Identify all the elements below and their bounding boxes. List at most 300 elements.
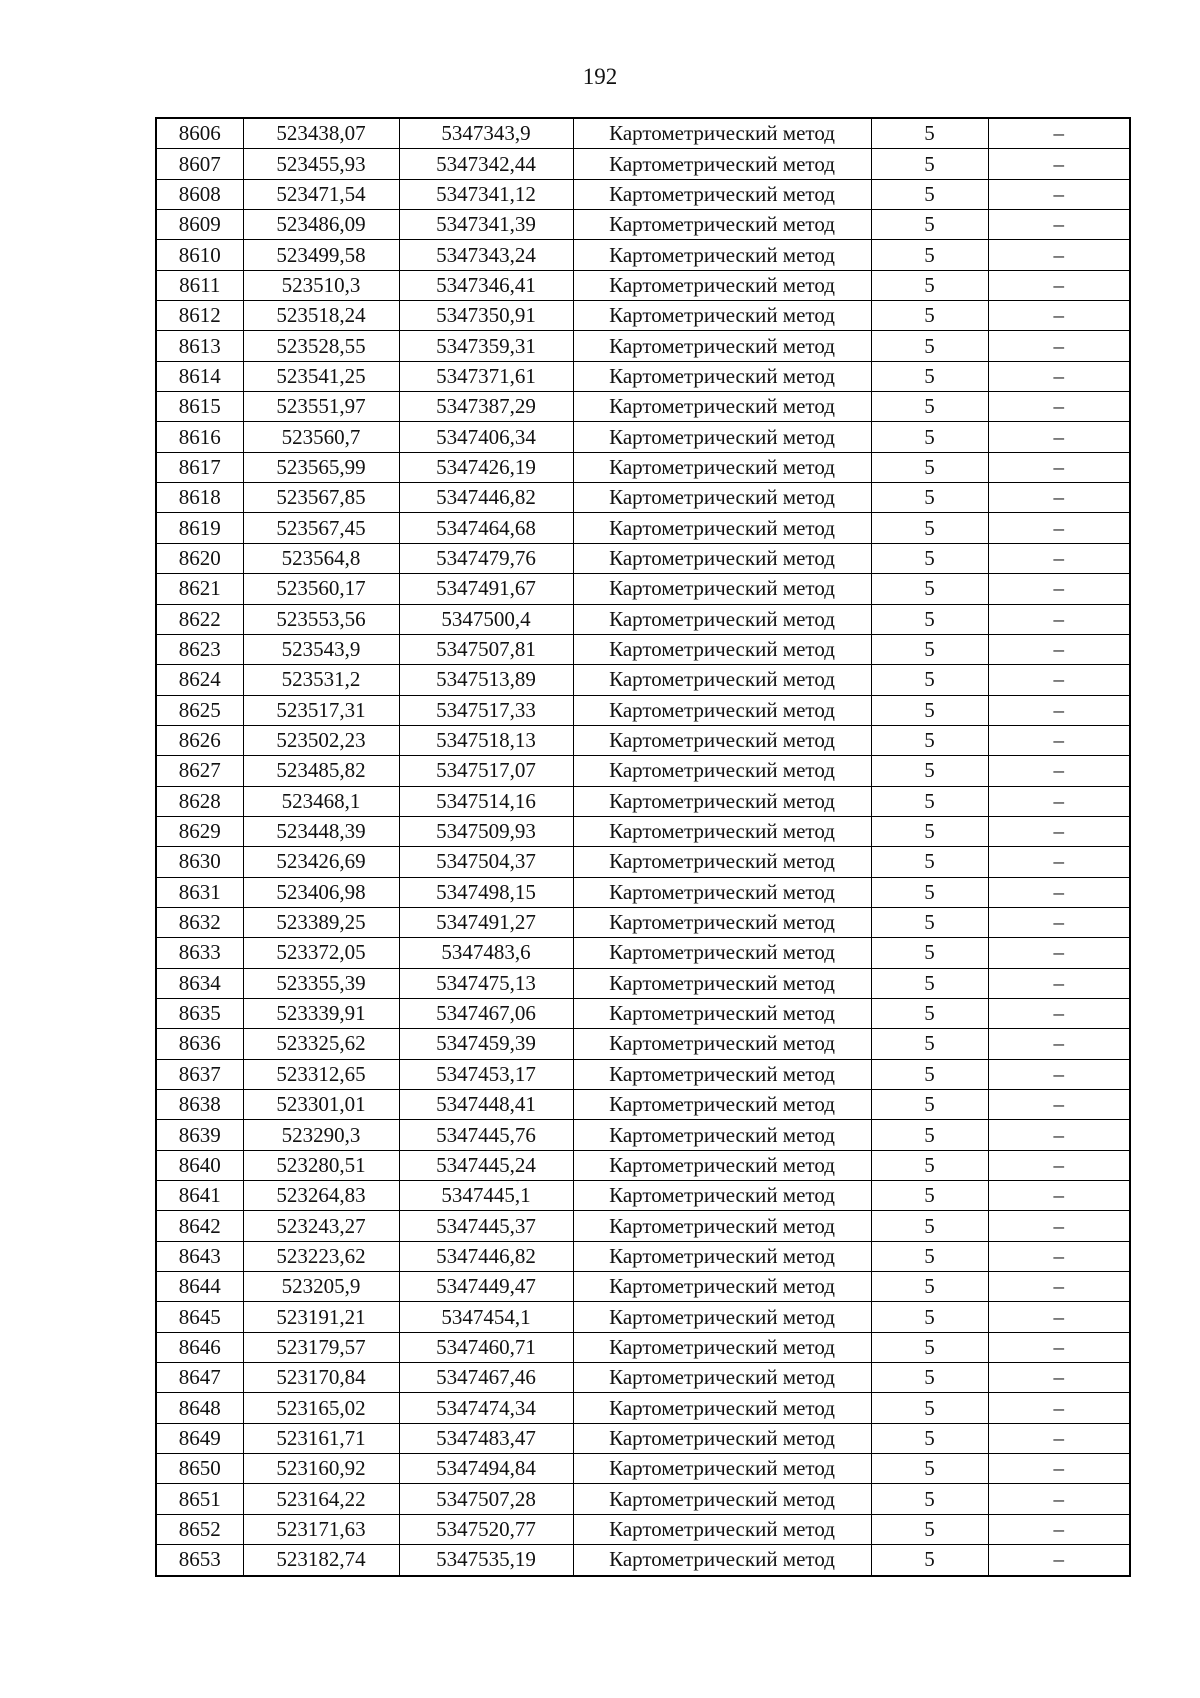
cell-point-number: 8647 (156, 1363, 243, 1393)
cell-x-coordinate: 523468,1 (243, 786, 399, 816)
cell-point-number: 8611 (156, 270, 243, 300)
cell-y-coordinate: 5347504,37 (399, 847, 573, 877)
cell-x-coordinate: 523165,02 (243, 1393, 399, 1423)
coordinate-table (155, 117, 1131, 1577)
cell-point-number: 8646 (156, 1332, 243, 1362)
table-row (156, 968, 1130, 998)
cell-y-coordinate: 5347460,71 (399, 1332, 573, 1362)
cell-y-coordinate: 5347498,15 (399, 877, 573, 907)
table-row (156, 270, 1130, 300)
cell-method: Картометрический метод (573, 179, 871, 209)
cell-x-coordinate: 523339,91 (243, 998, 399, 1028)
cell-x-coordinate: 523280,51 (243, 1150, 399, 1180)
cell-y-coordinate: 5347445,1 (399, 1181, 573, 1211)
cell-note: – (988, 786, 1130, 816)
cell-point-number: 8650 (156, 1454, 243, 1484)
cell-precision: 5 (871, 1181, 988, 1211)
cell-note: – (988, 847, 1130, 877)
cell-y-coordinate: 5347446,82 (399, 483, 573, 513)
cell-x-coordinate: 523164,22 (243, 1484, 399, 1514)
cell-method: Картометрический метод (573, 1332, 871, 1362)
cell-method: Картометрический метод (573, 118, 871, 149)
cell-method: Картометрический метод (573, 968, 871, 998)
cell-point-number: 8625 (156, 695, 243, 725)
cell-note: – (988, 422, 1130, 452)
cell-note: – (988, 1484, 1130, 1514)
cell-precision: 5 (871, 331, 988, 361)
cell-point-number: 8643 (156, 1241, 243, 1271)
cell-note: – (988, 877, 1130, 907)
table-row (156, 1090, 1130, 1120)
cell-x-coordinate: 523567,85 (243, 483, 399, 513)
cell-note: – (988, 1150, 1130, 1180)
cell-x-coordinate: 523312,65 (243, 1059, 399, 1089)
cell-x-coordinate: 523325,62 (243, 1029, 399, 1059)
cell-precision: 5 (871, 786, 988, 816)
cell-precision: 5 (871, 1272, 988, 1302)
cell-y-coordinate: 5347350,91 (399, 301, 573, 331)
table-row (156, 483, 1130, 513)
cell-y-coordinate: 5347517,33 (399, 695, 573, 725)
cell-method: Картометрический метод (573, 1059, 871, 1089)
cell-y-coordinate: 5347426,19 (399, 452, 573, 482)
cell-x-coordinate: 523264,83 (243, 1181, 399, 1211)
cell-precision: 5 (871, 816, 988, 846)
table-row (156, 118, 1130, 149)
cell-method: Картометрический метод (573, 1090, 871, 1120)
cell-method: Картометрический метод (573, 422, 871, 452)
cell-y-coordinate: 5347445,76 (399, 1120, 573, 1150)
table-row (156, 1120, 1130, 1150)
cell-note: – (988, 816, 1130, 846)
cell-precision: 5 (871, 1545, 988, 1576)
cell-precision: 5 (871, 998, 988, 1028)
table-row (156, 1423, 1130, 1453)
table-row (156, 331, 1130, 361)
cell-note: – (988, 1363, 1130, 1393)
cell-x-coordinate: 523564,8 (243, 543, 399, 573)
cell-y-coordinate: 5347535,19 (399, 1545, 573, 1576)
cell-method: Картометрический метод (573, 452, 871, 482)
table-row (156, 1484, 1130, 1514)
cell-x-coordinate: 523243,27 (243, 1211, 399, 1241)
cell-x-coordinate: 523455,93 (243, 149, 399, 179)
cell-x-coordinate: 523301,01 (243, 1090, 399, 1120)
cell-note: – (988, 1029, 1130, 1059)
cell-method: Картометрический метод (573, 998, 871, 1028)
cell-y-coordinate: 5347464,68 (399, 513, 573, 543)
table-row (156, 1029, 1130, 1059)
cell-method: Картометрический метод (573, 938, 871, 968)
cell-precision: 5 (871, 179, 988, 209)
table-row (156, 361, 1130, 391)
cell-y-coordinate: 5347513,89 (399, 665, 573, 695)
cell-note: – (988, 331, 1130, 361)
cell-y-coordinate: 5347520,77 (399, 1514, 573, 1544)
cell-precision: 5 (871, 1211, 988, 1241)
cell-x-coordinate: 523372,05 (243, 938, 399, 968)
cell-y-coordinate: 5347514,16 (399, 786, 573, 816)
cell-point-number: 8635 (156, 998, 243, 1028)
cell-note: – (988, 998, 1130, 1028)
cell-x-coordinate: 523518,24 (243, 301, 399, 331)
cell-note: – (988, 1393, 1130, 1423)
cell-point-number: 8618 (156, 483, 243, 513)
cell-note: – (988, 604, 1130, 634)
cell-note: – (988, 452, 1130, 482)
cell-precision: 5 (871, 665, 988, 695)
cell-y-coordinate: 5347446,82 (399, 1241, 573, 1271)
cell-x-coordinate: 523510,3 (243, 270, 399, 300)
cell-y-coordinate: 5347445,24 (399, 1150, 573, 1180)
cell-note: – (988, 968, 1130, 998)
cell-note: – (988, 1423, 1130, 1453)
cell-x-coordinate: 523553,56 (243, 604, 399, 634)
cell-method: Картометрический метод (573, 1120, 871, 1150)
cell-point-number: 8638 (156, 1090, 243, 1120)
cell-x-coordinate: 523161,71 (243, 1423, 399, 1453)
cell-note: – (988, 483, 1130, 513)
cell-y-coordinate: 5347467,06 (399, 998, 573, 1028)
cell-note: – (988, 1454, 1130, 1484)
cell-precision: 5 (871, 725, 988, 755)
cell-point-number: 8627 (156, 756, 243, 786)
table-row (156, 1302, 1130, 1332)
table-row (156, 543, 1130, 573)
cell-precision: 5 (871, 149, 988, 179)
cell-point-number: 8613 (156, 331, 243, 361)
cell-precision: 5 (871, 1363, 988, 1393)
cell-point-number: 8651 (156, 1484, 243, 1514)
table-row (156, 452, 1130, 482)
cell-method: Картометрический метод (573, 695, 871, 725)
cell-note: – (988, 361, 1130, 391)
cell-x-coordinate: 523182,74 (243, 1545, 399, 1576)
cell-precision: 5 (871, 1393, 988, 1423)
cell-x-coordinate: 523543,9 (243, 634, 399, 664)
cell-y-coordinate: 5347359,31 (399, 331, 573, 361)
cell-x-coordinate: 523191,21 (243, 1302, 399, 1332)
table-row (156, 816, 1130, 846)
cell-point-number: 8649 (156, 1423, 243, 1453)
cell-y-coordinate: 5347343,24 (399, 240, 573, 270)
cell-point-number: 8626 (156, 725, 243, 755)
table-row (156, 1181, 1130, 1211)
cell-point-number: 8610 (156, 240, 243, 270)
cell-precision: 5 (871, 1029, 988, 1059)
table-row (156, 1241, 1130, 1271)
cell-precision: 5 (871, 907, 988, 937)
cell-x-coordinate: 523290,3 (243, 1120, 399, 1150)
cell-point-number: 8645 (156, 1302, 243, 1332)
cell-note: – (988, 695, 1130, 725)
cell-x-coordinate: 523560,7 (243, 422, 399, 452)
table-row (156, 1332, 1130, 1362)
cell-x-coordinate: 523567,45 (243, 513, 399, 543)
cell-note: – (988, 725, 1130, 755)
cell-note: – (988, 210, 1130, 240)
cell-precision: 5 (871, 1302, 988, 1332)
cell-note: – (988, 118, 1130, 149)
cell-note: – (988, 1514, 1130, 1544)
cell-method: Картометрический метод (573, 149, 871, 179)
cell-point-number: 8621 (156, 574, 243, 604)
cell-method: Картометрический метод (573, 786, 871, 816)
cell-point-number: 8653 (156, 1545, 243, 1576)
cell-point-number: 8624 (156, 665, 243, 695)
cell-y-coordinate: 5347371,61 (399, 361, 573, 391)
cell-x-coordinate: 523528,55 (243, 331, 399, 361)
cell-x-coordinate: 523355,39 (243, 968, 399, 998)
cell-x-coordinate: 523499,58 (243, 240, 399, 270)
cell-x-coordinate: 523426,69 (243, 847, 399, 877)
cell-precision: 5 (871, 604, 988, 634)
table-row (156, 1514, 1130, 1544)
cell-x-coordinate: 523551,97 (243, 392, 399, 422)
cell-method: Картометрический метод (573, 483, 871, 513)
cell-x-coordinate: 523565,99 (243, 452, 399, 482)
table-row (156, 1211, 1130, 1241)
cell-point-number: 8629 (156, 816, 243, 846)
cell-precision: 5 (871, 847, 988, 877)
cell-y-coordinate: 5347453,17 (399, 1059, 573, 1089)
table-row (156, 877, 1130, 907)
cell-precision: 5 (871, 1514, 988, 1544)
table-row (156, 604, 1130, 634)
cell-point-number: 8619 (156, 513, 243, 543)
cell-y-coordinate: 5347479,76 (399, 543, 573, 573)
cell-precision: 5 (871, 422, 988, 452)
cell-note: – (988, 1272, 1130, 1302)
cell-point-number: 8637 (156, 1059, 243, 1089)
table-row (156, 756, 1130, 786)
cell-note: – (988, 907, 1130, 937)
cell-method: Картометрический метод (573, 756, 871, 786)
cell-method: Картометрический метод (573, 1363, 871, 1393)
table-row (156, 149, 1130, 179)
cell-note: – (988, 149, 1130, 179)
table-row (156, 665, 1130, 695)
cell-precision: 5 (871, 240, 988, 270)
table-row (156, 422, 1130, 452)
cell-precision: 5 (871, 543, 988, 573)
cell-precision: 5 (871, 938, 988, 968)
table-row (156, 240, 1130, 270)
cell-point-number: 8622 (156, 604, 243, 634)
cell-x-coordinate: 523160,92 (243, 1454, 399, 1484)
cell-method: Картометрический метод (573, 1302, 871, 1332)
cell-x-coordinate: 523223,62 (243, 1241, 399, 1271)
table-row (156, 574, 1130, 604)
cell-y-coordinate: 5347387,29 (399, 392, 573, 422)
cell-method: Картометрический метод (573, 907, 871, 937)
cell-note: – (988, 240, 1130, 270)
cell-x-coordinate: 523502,23 (243, 725, 399, 755)
cell-point-number: 8630 (156, 847, 243, 877)
cell-x-coordinate: 523170,84 (243, 1363, 399, 1393)
cell-y-coordinate: 5347507,81 (399, 634, 573, 664)
table-row (156, 907, 1130, 937)
cell-y-coordinate: 5347343,9 (399, 118, 573, 149)
page-number: 192 (582, 64, 618, 89)
table-row (156, 998, 1130, 1028)
table-row (156, 847, 1130, 877)
cell-y-coordinate: 5347467,46 (399, 1363, 573, 1393)
cell-y-coordinate: 5347454,1 (399, 1302, 573, 1332)
cell-precision: 5 (871, 634, 988, 664)
cell-method: Картометрический метод (573, 513, 871, 543)
cell-precision: 5 (871, 361, 988, 391)
cell-method: Картометрический метод (573, 1241, 871, 1271)
table-row (156, 634, 1130, 664)
cell-y-coordinate: 5347509,93 (399, 816, 573, 846)
coordinate-table-body (156, 118, 1130, 1576)
cell-precision: 5 (871, 1090, 988, 1120)
cell-point-number: 8607 (156, 149, 243, 179)
cell-precision: 5 (871, 1059, 988, 1089)
cell-y-coordinate: 5347445,37 (399, 1211, 573, 1241)
cell-x-coordinate: 523485,82 (243, 756, 399, 786)
cell-precision: 5 (871, 574, 988, 604)
cell-y-coordinate: 5347517,07 (399, 756, 573, 786)
cell-point-number: 8608 (156, 179, 243, 209)
cell-note: – (988, 1211, 1130, 1241)
cell-method: Картометрический метод (573, 634, 871, 664)
cell-precision: 5 (871, 1484, 988, 1514)
cell-method: Картометрический метод (573, 877, 871, 907)
cell-x-coordinate: 523389,25 (243, 907, 399, 937)
cell-method: Картометрический метод (573, 270, 871, 300)
cell-y-coordinate: 5347483,6 (399, 938, 573, 968)
cell-point-number: 8632 (156, 907, 243, 937)
cell-x-coordinate: 523438,07 (243, 118, 399, 149)
cell-note: – (988, 1181, 1130, 1211)
cell-precision: 5 (871, 118, 988, 149)
cell-note: – (988, 270, 1130, 300)
cell-point-number: 8628 (156, 786, 243, 816)
cell-point-number: 8612 (156, 301, 243, 331)
cell-point-number: 8631 (156, 877, 243, 907)
cell-x-coordinate: 523205,9 (243, 1272, 399, 1302)
cell-note: – (988, 513, 1130, 543)
cell-method: Картометрический метод (573, 604, 871, 634)
cell-y-coordinate: 5347491,67 (399, 574, 573, 604)
cell-point-number: 8652 (156, 1514, 243, 1544)
cell-method: Картометрический метод (573, 1393, 871, 1423)
cell-point-number: 8609 (156, 210, 243, 240)
table-row (156, 210, 1130, 240)
cell-point-number: 8617 (156, 452, 243, 482)
table-row (156, 392, 1130, 422)
cell-y-coordinate: 5347494,84 (399, 1454, 573, 1484)
table-row (156, 513, 1130, 543)
cell-method: Картометрический метод (573, 210, 871, 240)
table-row (156, 179, 1130, 209)
cell-x-coordinate: 523171,63 (243, 1514, 399, 1544)
cell-note: – (988, 1120, 1130, 1150)
cell-method: Картометрический метод (573, 665, 871, 695)
cell-note: – (988, 392, 1130, 422)
cell-note: – (988, 1059, 1130, 1089)
table-row (156, 1393, 1130, 1423)
cell-point-number: 8648 (156, 1393, 243, 1423)
cell-precision: 5 (871, 1423, 988, 1453)
cell-note: – (988, 543, 1130, 573)
cell-note: – (988, 1090, 1130, 1120)
cell-method: Картометрический метод (573, 392, 871, 422)
cell-x-coordinate: 523541,25 (243, 361, 399, 391)
cell-note: – (988, 574, 1130, 604)
cell-x-coordinate: 523471,54 (243, 179, 399, 209)
cell-precision: 5 (871, 695, 988, 725)
cell-precision: 5 (871, 301, 988, 331)
cell-y-coordinate: 5347500,4 (399, 604, 573, 634)
cell-precision: 5 (871, 1241, 988, 1271)
table-row (156, 1545, 1130, 1576)
cell-method: Картометрический метод (573, 1454, 871, 1484)
cell-point-number: 8633 (156, 938, 243, 968)
cell-y-coordinate: 5347341,12 (399, 179, 573, 209)
cell-point-number: 8623 (156, 634, 243, 664)
cell-method: Картометрический метод (573, 301, 871, 331)
cell-precision: 5 (871, 270, 988, 300)
table-row (156, 1059, 1130, 1089)
cell-precision: 5 (871, 210, 988, 240)
cell-precision: 5 (871, 513, 988, 543)
table-row (156, 301, 1130, 331)
cell-method: Картометрический метод (573, 331, 871, 361)
table-row (156, 1150, 1130, 1180)
cell-precision: 5 (871, 1454, 988, 1484)
cell-note: – (988, 756, 1130, 786)
cell-method: Картометрический метод (573, 1211, 871, 1241)
cell-method: Картометрический метод (573, 1484, 871, 1514)
cell-point-number: 8634 (156, 968, 243, 998)
cell-precision: 5 (871, 968, 988, 998)
cell-point-number: 8615 (156, 392, 243, 422)
cell-point-number: 8636 (156, 1029, 243, 1059)
cell-method: Картометрический метод (573, 574, 871, 604)
cell-precision: 5 (871, 392, 988, 422)
cell-precision: 5 (871, 1332, 988, 1362)
table-row (156, 1454, 1130, 1484)
cell-method: Картометрический метод (573, 1181, 871, 1211)
table-row (156, 725, 1130, 755)
cell-y-coordinate: 5347448,41 (399, 1090, 573, 1120)
cell-x-coordinate: 523179,57 (243, 1332, 399, 1362)
cell-precision: 5 (871, 483, 988, 513)
cell-method: Картометрический метод (573, 1423, 871, 1453)
cell-point-number: 8640 (156, 1150, 243, 1180)
cell-note: – (988, 634, 1130, 664)
cell-x-coordinate: 523517,31 (243, 695, 399, 725)
cell-note: – (988, 1545, 1130, 1576)
cell-x-coordinate: 523406,98 (243, 877, 399, 907)
cell-y-coordinate: 5347475,13 (399, 968, 573, 998)
cell-y-coordinate: 5347518,13 (399, 725, 573, 755)
cell-method: Картометрический метод (573, 543, 871, 573)
cell-x-coordinate: 523448,39 (243, 816, 399, 846)
cell-y-coordinate: 5347459,39 (399, 1029, 573, 1059)
cell-note: – (988, 938, 1130, 968)
cell-method: Картометрический метод (573, 1545, 871, 1576)
cell-method: Картометрический метод (573, 1150, 871, 1180)
cell-point-number: 8639 (156, 1120, 243, 1150)
cell-point-number: 8641 (156, 1181, 243, 1211)
cell-precision: 5 (871, 452, 988, 482)
cell-y-coordinate: 5347449,47 (399, 1272, 573, 1302)
cell-precision: 5 (871, 1150, 988, 1180)
